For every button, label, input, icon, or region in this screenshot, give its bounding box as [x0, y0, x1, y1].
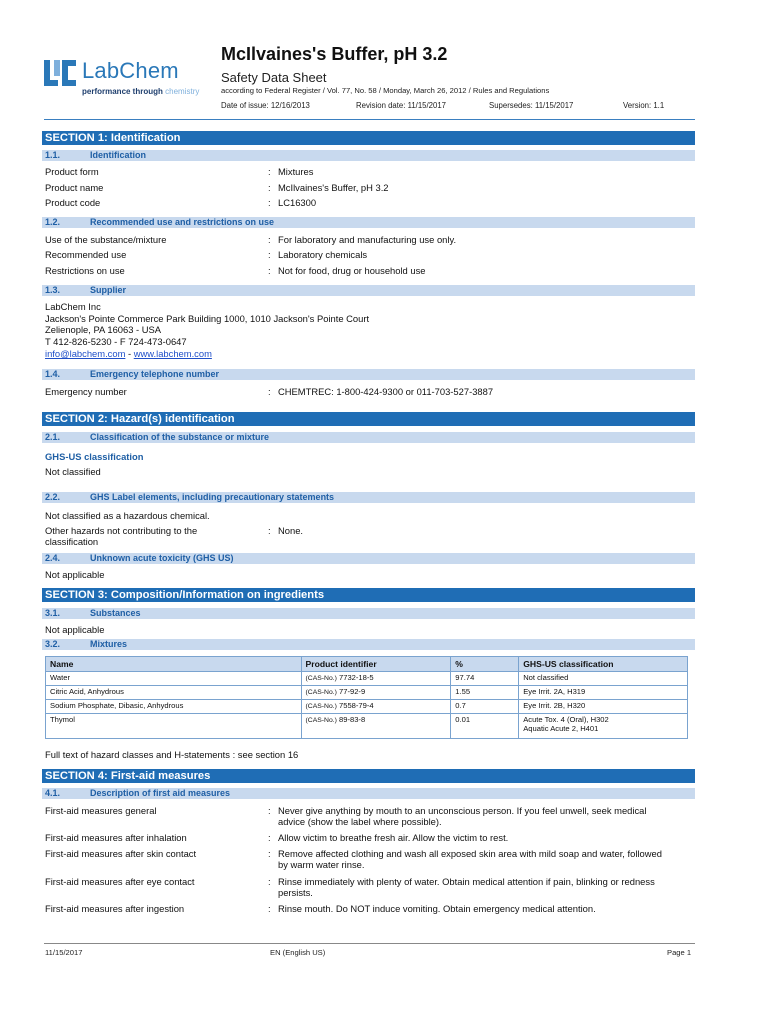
subsection-2-1-header — [42, 432, 695, 443]
section-3-header: SECTION 3: Composition/Information on ingredients — [42, 588, 695, 602]
percent: 0.7 — [451, 700, 519, 714]
mixtures-table — [45, 656, 688, 739]
subsection-2-4-header — [42, 553, 695, 564]
colon: : — [268, 903, 271, 914]
product-identifier — [301, 700, 451, 714]
website-link[interactable]: www.labchem.com — [133, 348, 212, 359]
cas-prefix: (CAS-No.) — [305, 703, 337, 710]
first-aid-general-label: First-aid measures general — [45, 805, 157, 816]
subsection-number: 2.4. — [45, 553, 61, 563]
cas-prefix: (CAS-No.) — [305, 717, 337, 724]
ghs-classification — [519, 714, 688, 739]
supplier-name: LabChem Inc — [45, 301, 101, 312]
colon: : — [268, 249, 271, 260]
first-aid-eye-label: First-aid measures after eye contact — [45, 876, 195, 887]
table-row — [46, 672, 688, 686]
first-aid-inhalation-label: First-aid measures after inhalation — [45, 832, 187, 843]
colon: : — [268, 525, 271, 536]
subsection-1-1-header — [42, 150, 695, 161]
tagline-part-a: performance through — [82, 87, 163, 96]
product-identifier — [301, 714, 451, 739]
subsection-title: Identification — [90, 150, 146, 160]
product-identifier — [301, 686, 451, 700]
document-subtitle: Safety Data Sheet — [221, 70, 327, 85]
footer-language: EN (English US) — [270, 948, 326, 957]
product-identifier — [301, 672, 451, 686]
full-text-note: Full text of hazard classes and H-statements : see section 16 — [45, 749, 299, 760]
supplier-contacts — [45, 348, 212, 359]
cas-prefix: (CAS-No.) — [305, 675, 337, 682]
subsection-4-1-header — [42, 788, 695, 799]
subsection-1-2-header — [42, 217, 695, 228]
cas-number: 77-92-9 — [339, 687, 366, 696]
section-2-header: SECTION 2: Hazard(s) identification — [42, 412, 695, 426]
footer-page-number: Page 1 — [667, 948, 692, 957]
column-header-name: Name — [46, 657, 302, 672]
column-header-percent: % — [451, 657, 519, 672]
subsection-title: Recommended use and restrictions on use — [90, 217, 275, 227]
table-row — [46, 714, 688, 739]
subsection-title: Unknown acute toxicity (GHS US) — [90, 553, 234, 563]
table-row — [46, 700, 688, 714]
footer-divider — [44, 943, 695, 944]
supplier-phone: T 412-826-5230 - F 724-473-0647 — [45, 336, 187, 347]
subsection-number: 1.1. — [45, 150, 61, 160]
ghs-us-classification-heading: GHS-US classification — [45, 451, 144, 462]
other-hazards-value: None. — [278, 525, 304, 536]
first-aid-ingestion-value: Rinse mouth. Do NOT induce vomiting. Obtain emergency medical attention. — [278, 903, 596, 914]
use-label: Use of the substance/mixture — [45, 234, 167, 245]
use-value: For laboratory and manufacturing use only. — [278, 234, 457, 245]
subsection-title: Mixtures — [90, 639, 128, 649]
colon: : — [268, 182, 271, 193]
colon: : — [268, 805, 271, 816]
subsection-number: 4.1. — [45, 788, 61, 798]
acute-toxicity-value: Not applicable — [45, 569, 105, 580]
document-title: McIlvaines's Buffer, pH 3.2 — [221, 44, 448, 64]
first-aid-eye-value-line-2: persists. — [278, 887, 313, 898]
cas-prefix: (CAS-No.) — [305, 689, 337, 696]
labchem-logo — [44, 60, 224, 110]
cas-number: 7732-18-5 — [339, 673, 374, 682]
ghs-line-1: Acute Tox. 4 (Oral), H302 — [523, 715, 609, 724]
cas-number: 89-83-8 — [339, 715, 366, 724]
subsection-number: 3.2. — [45, 639, 61, 649]
subsection-title: Description of first aid measures — [90, 788, 231, 798]
product-code-label: Product code — [45, 197, 101, 208]
section-4-header: SECTION 4: First-aid measures — [42, 769, 695, 783]
colon: : — [268, 848, 271, 859]
emergency-value: CHEMTREC: 1-800-424-9300 or 011-703-527-3887 — [278, 386, 494, 397]
product-name-value: McIlvaines's Buffer, pH 3.2 — [278, 182, 389, 193]
subsection-3-2-header — [42, 639, 695, 650]
header-divider — [44, 119, 695, 120]
version: Version: 1.1 — [623, 101, 665, 110]
subsection-number: 3.1. — [45, 608, 61, 618]
recommended-use-label: Recommended use — [45, 249, 127, 260]
first-aid-skin-label: First-aid measures after skin contact — [45, 848, 197, 859]
supplier-address-2: Zelienople, PA 16063 - USA — [45, 324, 162, 335]
footer-date: 11/15/2017 — [45, 948, 83, 957]
percent: 1.55 — [451, 686, 519, 700]
column-header-product-identifier: Product identifier — [301, 657, 451, 672]
subsection-2-2-header — [42, 492, 695, 503]
restrictions-label: Restrictions on use — [45, 265, 125, 276]
subsection-3-1-header — [42, 608, 695, 619]
product-name-label: Product name — [45, 182, 104, 193]
subsection-title: Supplier — [90, 285, 127, 295]
colon: : — [268, 197, 271, 208]
restrictions-value: Not for food, drug or household use — [278, 265, 426, 276]
product-code-value: LC16300 — [278, 197, 317, 208]
table-row — [46, 686, 688, 700]
subsection-1-4-header — [42, 369, 695, 380]
revision-date: Revision date: 11/15/2017 — [356, 101, 447, 110]
brand-tagline — [82, 87, 199, 96]
supplier-address-1: Jackson's Pointe Commerce Park Building 1000, 1010 Jackson's Pointe Court — [45, 313, 370, 324]
hazard-statement: Not classified as a hazardous chemical. — [45, 510, 210, 521]
contact-separator: - — [125, 348, 134, 359]
first-aid-skin-value-line-2: by warm water rinse. — [278, 859, 365, 870]
subsection-number: 1.3. — [45, 285, 61, 295]
other-hazards-label-line-2: classification — [45, 536, 99, 547]
emergency-label: Emergency number — [45, 386, 127, 397]
table-header-row — [46, 657, 688, 672]
colon: : — [268, 265, 271, 276]
subsection-title: Classification of the substance or mixture — [90, 432, 270, 442]
ghs-classification: Eye Irrit. 2B, H320 — [519, 700, 688, 714]
first-aid-general-value-line-1: Never give anything by mouth to an unconscious person. If you feel unwell, seek medical — [278, 805, 647, 816]
product-form-label: Product form — [45, 166, 99, 177]
percent: 0.01 — [451, 714, 519, 739]
brand-name: LabChem — [82, 58, 179, 83]
colon: : — [268, 234, 271, 245]
ingredient-name: Thymol — [46, 714, 302, 739]
email-link[interactable]: info@labchem.com — [45, 348, 126, 359]
regulation-line: according to Federal Register / Vol. 77, No. 58 / Monday, March 26, 2012 / Rules and Regulations — [221, 86, 550, 95]
ghs-classification-value: Not classified — [45, 466, 101, 477]
subsection-title: Substances — [90, 608, 141, 618]
first-aid-eye-value-line-1: Rinse immediately with plenty of water. Obtain medical attention if pain, blinking or redness — [278, 876, 655, 887]
labchem-logo-icon — [44, 60, 76, 86]
ghs-classification: Eye Irrit. 2A, H319 — [519, 686, 688, 700]
colon: : — [268, 832, 271, 843]
other-hazards-label-line-1: Other hazards not contributing to the — [45, 525, 198, 536]
percent: 97.74 — [451, 672, 519, 686]
first-aid-ingestion-label: First-aid measures after ingestion — [45, 903, 185, 914]
ingredient-name: Water — [46, 672, 302, 686]
colon: : — [268, 166, 271, 177]
ingredient-name: Citric Acid, Anhydrous — [46, 686, 302, 700]
subsection-title: GHS Label elements, including precautionary statements — [90, 492, 335, 502]
ingredient-name: Sodium Phosphate, Dibasic, Anhydrous — [46, 700, 302, 714]
subsection-title: Emergency telephone number — [90, 369, 220, 379]
colon: : — [268, 876, 271, 887]
column-header-ghs: GHS-US classification — [519, 657, 688, 672]
tagline-part-b: chemistry — [165, 87, 200, 96]
supersedes: Supersedes: 11/15/2017 — [489, 101, 574, 110]
subsection-number: 2.2. — [45, 492, 61, 502]
product-form-value: Mixtures — [278, 166, 314, 177]
first-aid-general-value-line-2: advice (show the label where possible). — [278, 816, 442, 827]
colon: : — [268, 386, 271, 397]
recommended-use-value: Laboratory chemicals — [278, 249, 368, 260]
date-of-issue: Date of issue: 12/16/2013 — [221, 101, 310, 110]
section-1-header: SECTION 1: Identification — [42, 131, 695, 145]
substances-value: Not applicable — [45, 624, 105, 635]
first-aid-inhalation-value: Allow victim to breathe fresh air. Allow the victim to rest. — [278, 832, 509, 843]
subsection-number: 1.4. — [45, 369, 61, 379]
subsection-number: 2.1. — [45, 432, 61, 442]
subsection-number: 1.2. — [45, 217, 61, 227]
ghs-line-2: Aquatic Acute 2, H401 — [523, 724, 599, 733]
subsection-1-3-header — [42, 285, 695, 296]
ghs-classification: Not classified — [519, 672, 688, 686]
cas-number: 7558-79-4 — [339, 701, 374, 710]
first-aid-skin-value-line-1: Remove affected clothing and wash all exposed skin area with mild soap and water, followed — [278, 848, 662, 859]
